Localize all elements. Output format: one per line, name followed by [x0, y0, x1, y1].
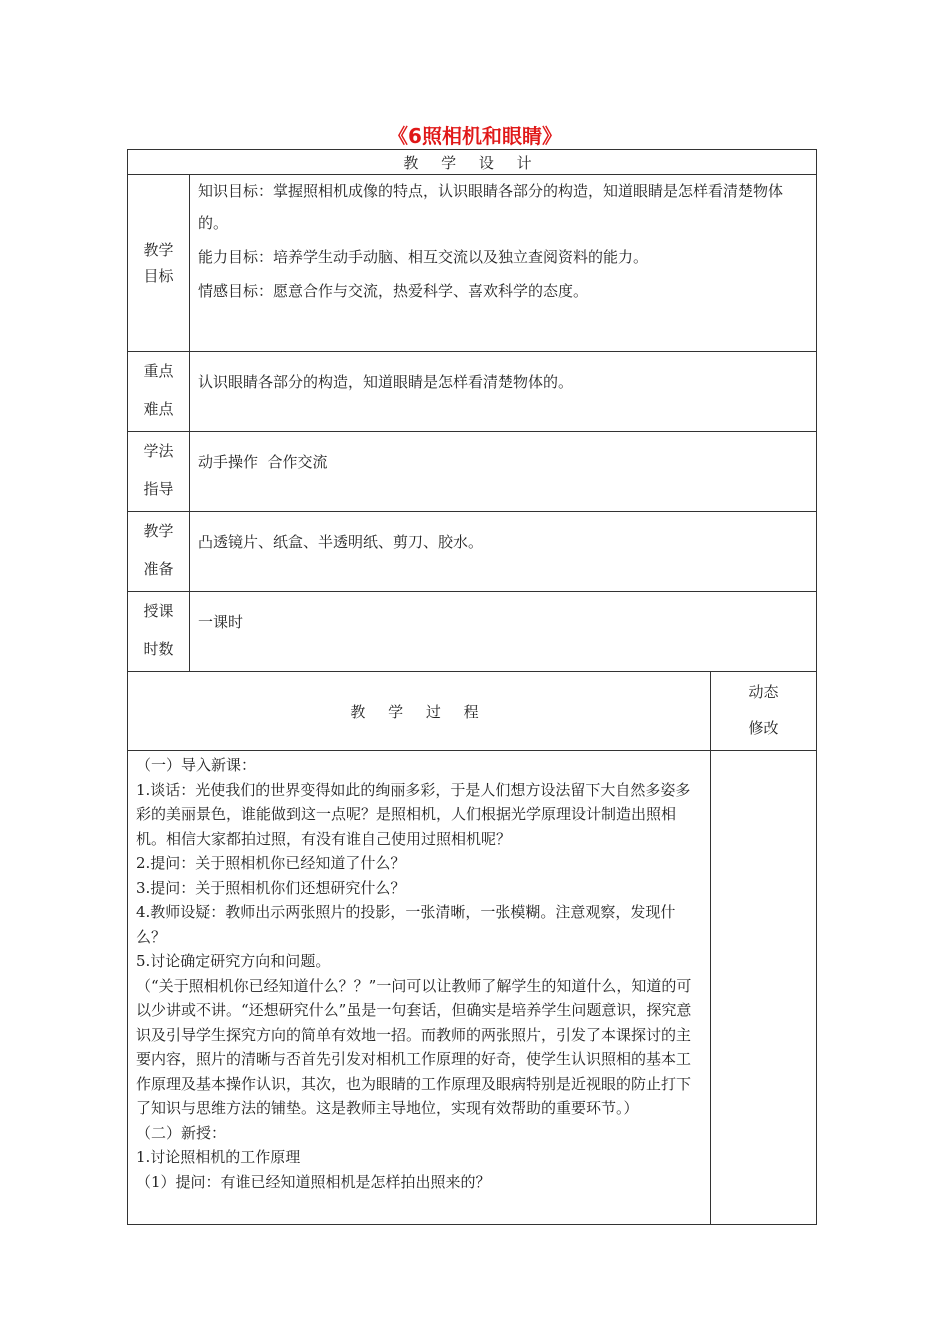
process-line: （二）新授： — [136, 1123, 227, 1142]
key-points-label — [128, 352, 190, 432]
document-title: 《6照相机和眼睛》 — [388, 124, 562, 148]
method-content: 动手操作 合作交流 — [190, 432, 817, 512]
process-line: 5.讨论确定研究方向和问题。 — [136, 952, 331, 970]
objectives-label-text: 教学目标 — [143, 241, 174, 285]
design-header: 教 学 设 计 — [128, 150, 817, 175]
process-line: 2.提问：关于照相机你已经知道了什么？ — [136, 854, 406, 872]
objectives-content — [190, 175, 817, 352]
objectives-label — [128, 175, 190, 352]
process-line: 4.教师设疑：教师出示两张照片的投影，一张清晰，一张模糊。注意观察，发现什么？ — [136, 903, 676, 946]
dynamic-header-line1: 动态 — [748, 683, 779, 701]
preparation-label-1: 教学 — [143, 522, 174, 540]
hours-content: 一课时 — [190, 592, 817, 672]
process-line: 3.提问：关于照相机你们还想研究什么？ — [136, 878, 406, 897]
process-line: （一）导入新课： — [136, 756, 257, 774]
dynamic-header-line2: 修改 — [748, 719, 779, 737]
lesson-plan-table — [127, 149, 817, 1225]
key-points-content: 认识眼睛各部分的构造，知道眼睛是怎样看清楚物体的。 — [190, 352, 817, 432]
preparation-label-2: 准备 — [143, 560, 174, 578]
knowledge-objective: 知识目标：掌握照相机成像的特点，认识眼睛各部分的构造，知道眼睛是怎样看清楚物体的。 — [198, 182, 784, 232]
process-content — [128, 751, 711, 1225]
dynamic-header — [711, 672, 817, 751]
method-label-2: 指导 — [143, 480, 174, 498]
process-line: 1.谈话：光使我们的世界变得如此的绚丽多彩，于是人们想方设法留下大自然多姿多彩的美丽景色，谁能做到这一点呢？是照相机，人们根据光学原理设计制造出照相机。相信大家都拍过照，有没有谁自己使用过照相机呢？ — [136, 780, 691, 848]
hours-label — [128, 592, 190, 672]
process-header: 教 学 过 程 — [128, 672, 711, 751]
ability-objective: 能力目标：培养学生动手动脑、相互交流以及独立查阅资料的能力。 — [198, 248, 649, 266]
emotion-objective: 情感目标：愿意合作与交流，热爱科学、喜欢科学的态度。 — [198, 282, 589, 300]
hours-label-1: 授课 — [143, 602, 174, 620]
key-points-label-2: 难点 — [143, 400, 174, 418]
dynamic-notes-cell — [711, 751, 817, 1225]
process-line: （“关于照相机你已经知道什么？？”一问可以让教师了解学生的知道什么，知道的可以少讲或不讲。“还想研究什么”虽是一句套话，但确实是培养学生问题意识，探究意识及引导学生探究方向的简单有效地一招。而教师的两张照片，引发了本课探讨的主要内容，照片的清晰与否首先引发对相机工作原理的好奇，使学生认识照相的基本工作原理及基本操作认识，其次，也为眼睛的工作原理及眼病特别是近视眼的防止打下了知识与思维方法的铺垫。这是教师主导地位，实现有效帮助的重要环节。） — [136, 976, 692, 1117]
method-label-1: 学法 — [143, 442, 174, 460]
method-label — [128, 432, 190, 512]
process-line: 1.讨论照相机的工作原理 — [136, 1148, 301, 1166]
key-points-label-1: 重点 — [143, 362, 174, 380]
hours-label-2: 时数 — [143, 640, 174, 658]
preparation-label — [128, 512, 190, 592]
preparation-content: 凸透镜片、纸盒、半透明纸、剪刀、胶水。 — [190, 512, 817, 592]
process-line: （1）提问：有谁已经知道照相机是怎样拍出照来的？ — [136, 1172, 491, 1191]
